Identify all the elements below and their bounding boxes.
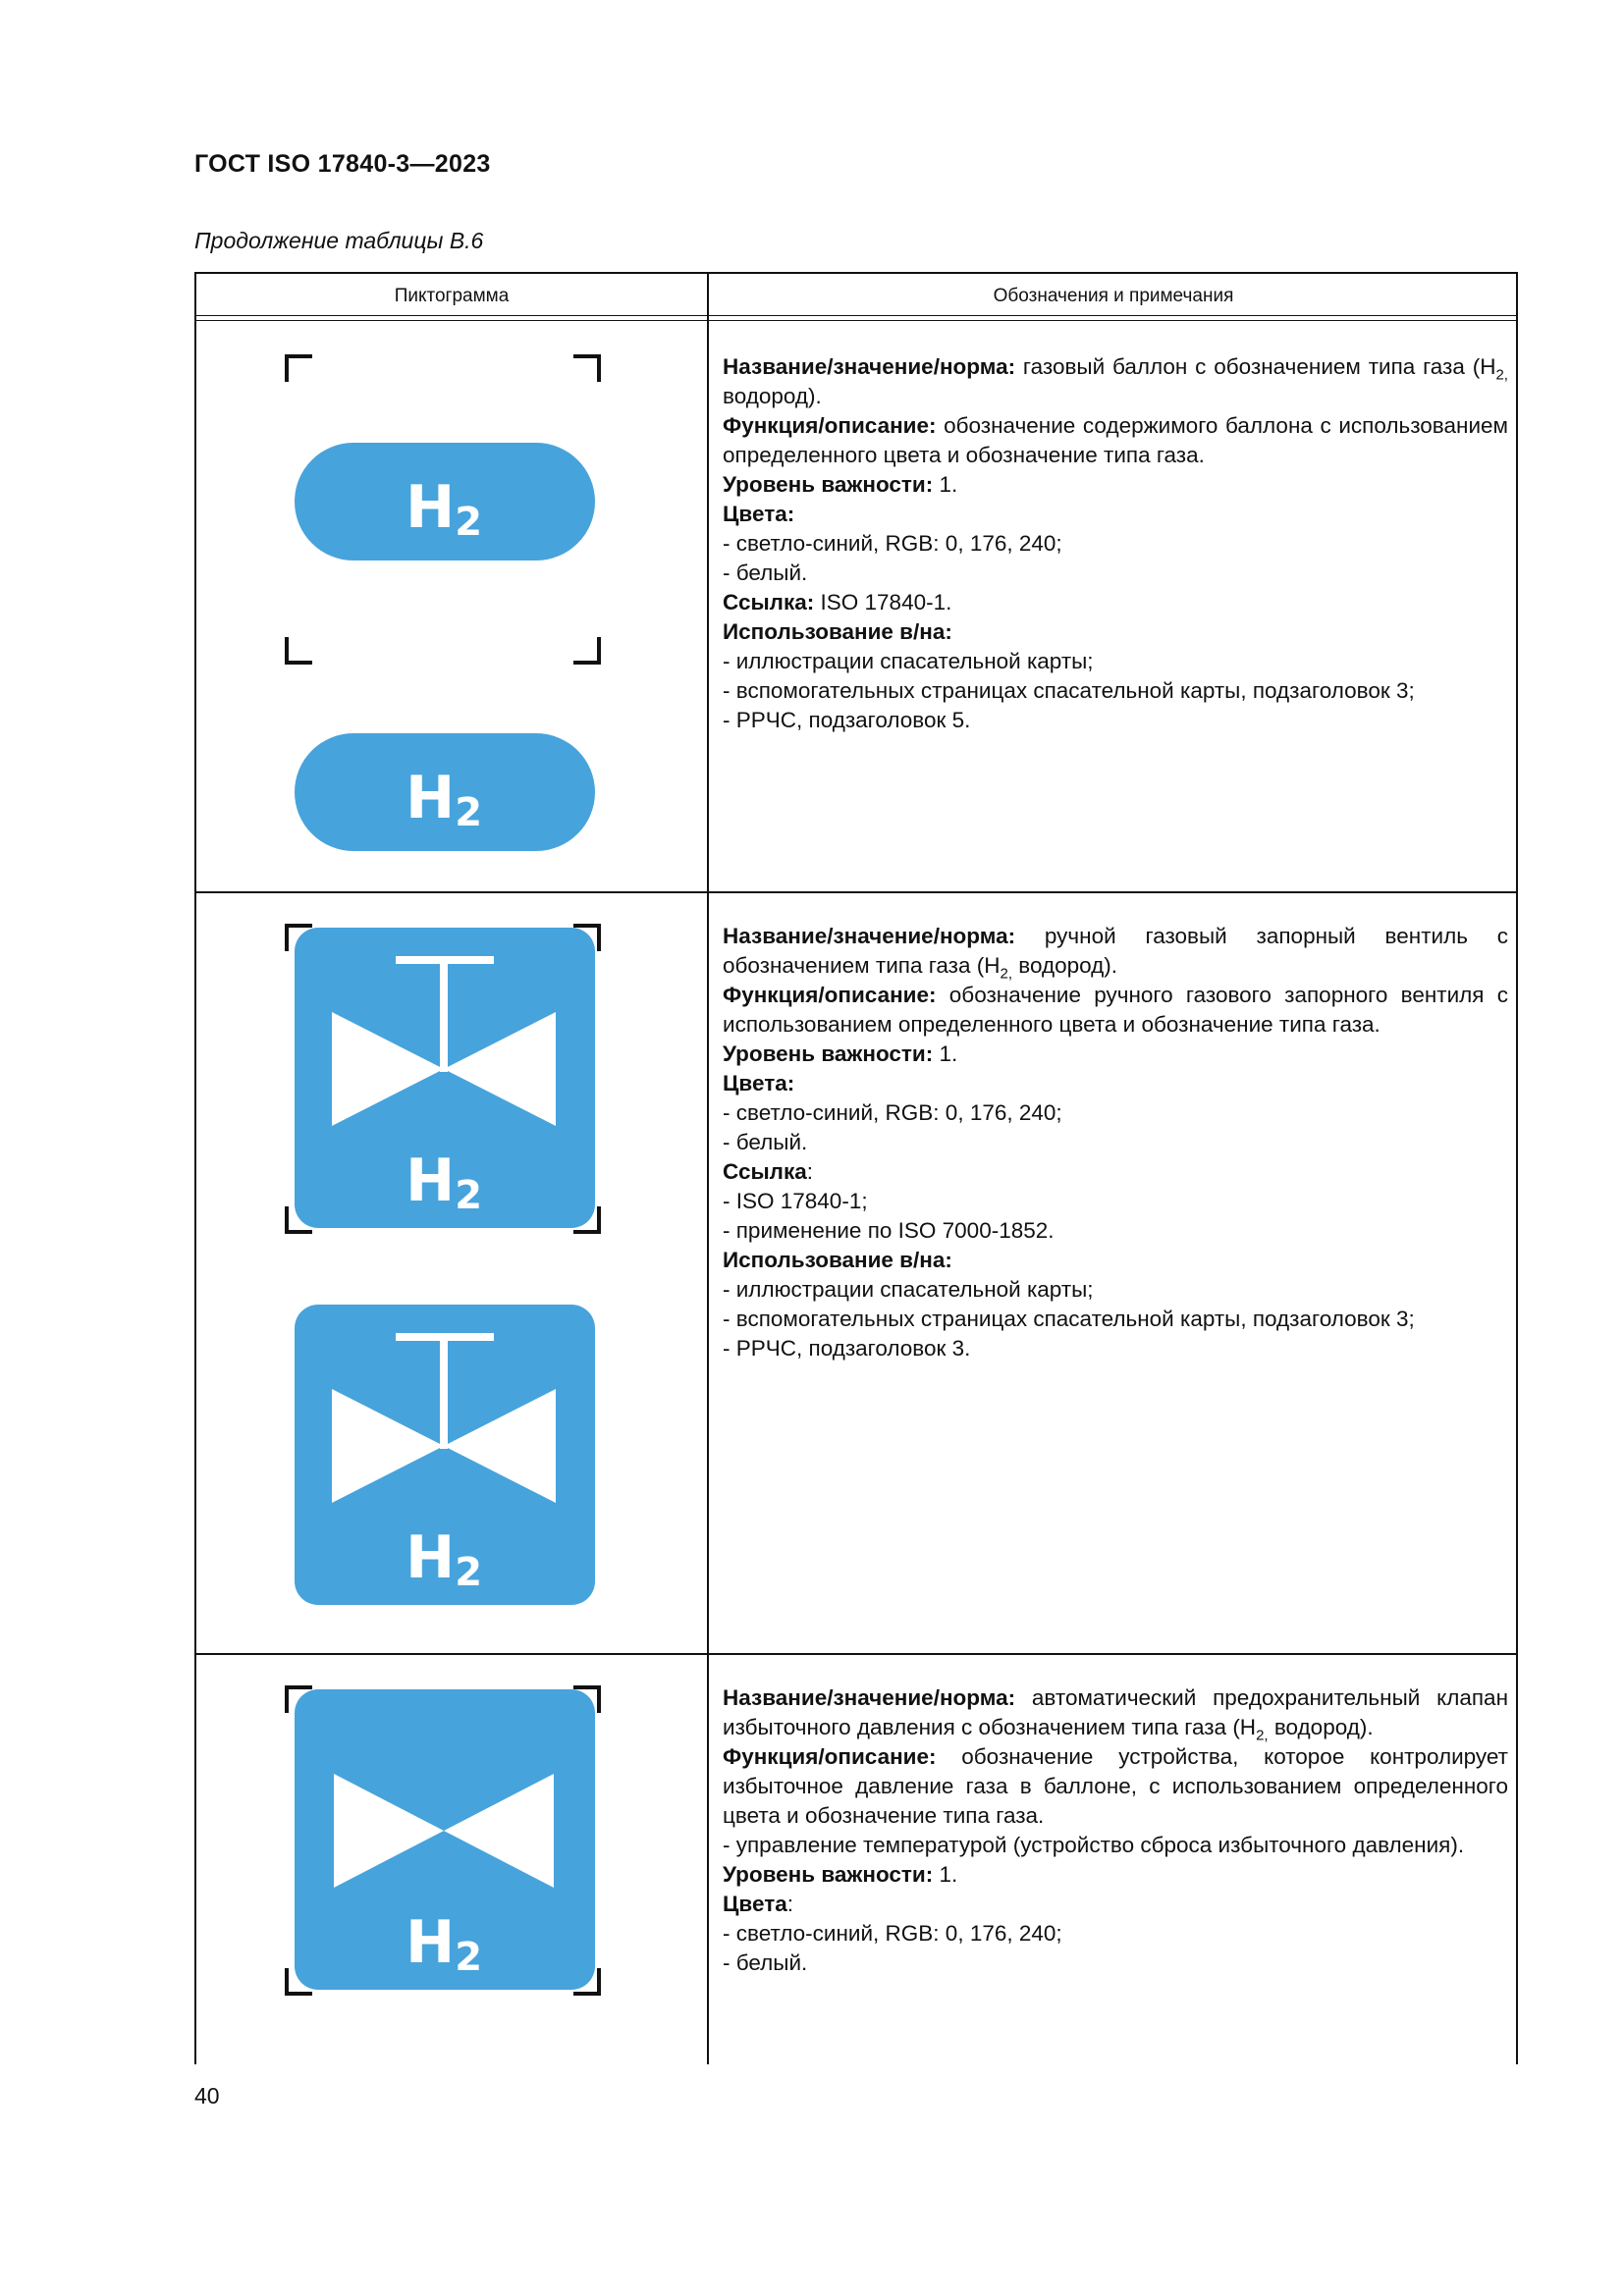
relief-valve-h2-pictogram xyxy=(283,1683,607,2007)
name-text-tail: водород). xyxy=(1268,1715,1374,1739)
notes-cell-row-2: Название/значение/норма: ручной газовый запорный вентиль с обозначением типа газа ($H_{2,}$ водород). Функция/описание: обозначение ручного газового запорного вентиля с использованием определенного цвета и обозначение типа газа. Уровень важности: 1. Цвета: - светло-синий, RGB: 0, 176, 240; - белый. Ссылка: - ISO 17840-1; - применение по ISO 7000-1852. Использование в/на: - иллюстрации спасательной карты; - вспомогательных страницах спасательной карты, подзаголовок 3; - РРЧС, подзаголовок 3. xyxy=(723,922,1508,1363)
color-item: - светло-синий, RGB: 0, 176, 240; xyxy=(723,1921,1062,1946)
document-header: ГОСТ ISO 17840-3—2023 xyxy=(194,150,491,178)
name-label: Название/значение/норма: xyxy=(723,354,1016,379)
column-header-notes: Обозначения и примечания xyxy=(993,286,1234,306)
importance-label: Уровень важности: xyxy=(723,472,934,497)
reference-label: Ссылка xyxy=(723,1159,807,1184)
table-continuation-caption: Продолжение таблицы В.6 xyxy=(194,228,484,253)
color-item: - белый. xyxy=(723,561,808,585)
colors-label: Цвета: xyxy=(723,1071,795,1095)
name-text: автоматический предохранительный клапан избыточного давления с обозначением типа газа (H xyxy=(723,1685,1508,1739)
h2-label: H2 xyxy=(405,1147,483,1218)
usage-item: - РРЧС, подзаголовок 5. xyxy=(723,708,971,732)
pictogram-table xyxy=(194,272,1518,2064)
function-extra: - управление температурой (устройство сброса избыточного давления). xyxy=(723,1833,1465,1857)
reference-item: - ISO 17840-1; xyxy=(723,1189,868,1213)
color-item: - светло-синий, RGB: 0, 176, 240; xyxy=(723,531,1062,556)
usage-item: - иллюстрации спасательной карты; xyxy=(723,1277,1094,1302)
usage-label: Использование в/на: xyxy=(723,619,952,644)
h2-subscript: 2, xyxy=(1256,1727,1269,1744)
function-label: Функция/описание: xyxy=(723,413,937,438)
name-text: газовый баллон с обозначением типа газа (H xyxy=(1022,354,1496,379)
reference-label: Ссылка: xyxy=(723,590,815,614)
column-header-pictogram: Пиктограмма xyxy=(394,286,510,306)
function-text: обозначение ручного газового запорного вентиля с использованием определенного цвета и обозначение типа газа. xyxy=(723,983,1508,1037)
h2-label: H2 xyxy=(405,764,483,835)
notes-cell-row-1 xyxy=(723,352,1508,735)
usage-label: Использование в/на: xyxy=(723,1248,952,1272)
importance-label: Уровень важности: xyxy=(723,1862,934,1887)
h2-label: H2 xyxy=(405,1523,483,1595)
name-label: Название/значение/норма: xyxy=(723,924,1016,948)
name-label: Название/значение/норма: xyxy=(723,1685,1016,1710)
table-header-row xyxy=(196,274,1516,321)
function-label: Функция/описание: xyxy=(723,983,937,1007)
gas-cylinder-h2-pictogram xyxy=(283,352,607,863)
h2-subscript: 2, xyxy=(1495,366,1508,384)
importance-value: 1. xyxy=(939,472,958,497)
name-text: ручной газовый запорный вентиль с обозначением типа газа (H xyxy=(723,924,1508,978)
h2-label: H2 xyxy=(405,1908,483,1980)
name-text-tail: водород). xyxy=(1012,953,1118,978)
color-item: - светло-синий, RGB: 0, 176, 240; xyxy=(723,1100,1062,1125)
column-divider xyxy=(707,274,709,2064)
function-label: Функция/описание: xyxy=(723,1744,937,1769)
h2-label: H2 xyxy=(405,473,483,545)
usage-item: - РРЧС, подзаголовок 3. xyxy=(723,1336,971,1361)
colors-label: Цвета: xyxy=(723,502,795,526)
notes-cell-row-3: Название/значение/норма: автоматический предохранительный клапан избыточного давления с обозначением типа газа ($H_{2,}$ водород). Функция/описание: обозначение устройства, которое контролирует избыточное давление газа в баллоне, с использованием определенного цвета и обозначение типа газа. - управление температурой (устройство сброса избыточного давления). Уровень важности: 1. Цвета: - светло-синий, RGB: 0, 176, 240; - белый. xyxy=(723,1683,1508,1978)
row-separator xyxy=(196,891,1516,893)
importance-value: 1. xyxy=(939,1041,958,1066)
page-number: 40 xyxy=(194,2083,220,2109)
colors-label: Цвета xyxy=(723,1892,787,1916)
color-item: - белый. xyxy=(723,1950,808,1975)
name-text-tail: водород). xyxy=(723,384,822,408)
function-text: обозначение устройства, которое контролирует избыточное давление газа в баллоне, с использованием определенного цвета и обозначение типа газа. xyxy=(723,1744,1508,1828)
usage-item: - иллюстрации спасательной карты; xyxy=(723,649,1094,673)
usage-item: - вспомогательных страницах спасательной карты, подзаголовок 3; xyxy=(723,1307,1415,1331)
row-separator xyxy=(196,1653,1516,1655)
usage-item: - вспомогательных страницах спасательной карты, подзаголовок 3; xyxy=(723,678,1415,703)
function-text: обозначение содержимого баллона с использованием определенного цвета и обозначение типа газа. xyxy=(723,413,1508,467)
color-item: - белый. xyxy=(723,1130,808,1154)
manual-valve-h2-pictogram xyxy=(283,922,607,1648)
reference-item: - применение по ISO 7000-1852. xyxy=(723,1218,1055,1243)
h2-subscript: 2, xyxy=(1000,965,1013,983)
importance-label: Уровень важности: xyxy=(723,1041,934,1066)
importance-value: 1. xyxy=(939,1862,958,1887)
reference-value: ISO 17840-1. xyxy=(820,590,952,614)
